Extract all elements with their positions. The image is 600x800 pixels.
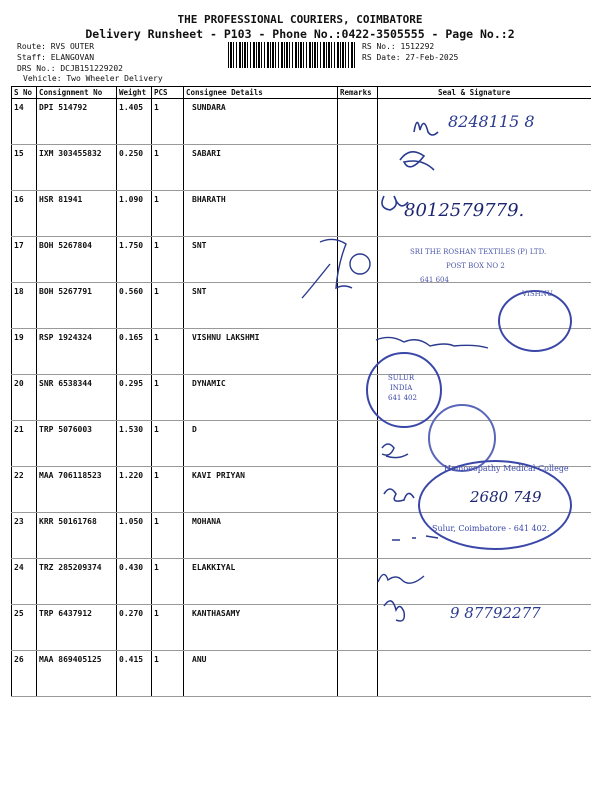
cell-consignment-no: BOH 5267791 xyxy=(37,283,117,329)
stamp-23-line1: Homoeopathy Medical College xyxy=(444,464,569,473)
cell-weight: 1.405 xyxy=(117,99,152,145)
stamp-vishnu xyxy=(498,290,572,352)
cell-consignee: SNT xyxy=(184,237,338,283)
cell-weight: 0.165 xyxy=(117,329,152,375)
cell-weight: 1.220 xyxy=(117,467,152,513)
cell-sno: 23 xyxy=(12,513,37,559)
cell-sno: 24 xyxy=(12,559,37,605)
cell-consignee: MOHANA xyxy=(184,513,338,559)
cell-weight: 1.090 xyxy=(117,191,152,237)
cell-remarks xyxy=(338,651,378,697)
cell-pcs: 1 xyxy=(152,513,184,559)
stamp-18-line2: POST BOX NO 2 xyxy=(446,262,505,270)
cell-consignment-no: HSR 81941 xyxy=(37,191,117,237)
vehicle-label: Vehicle: Two Wheeler Delivery xyxy=(23,74,163,83)
stamp-18-line3: 641 604 xyxy=(420,276,449,284)
stamp-20-line3: 641 402 xyxy=(388,394,417,402)
table-row xyxy=(12,559,591,605)
cell-sno: 15 xyxy=(12,145,37,191)
handwritten-phone-14: 8248115 8 xyxy=(448,112,535,131)
cell-consignment-no: KRR 50161768 xyxy=(37,513,117,559)
table-row xyxy=(12,237,591,283)
rs-date: RS Date: 27-Feb-2025 xyxy=(362,53,459,62)
cell-consignment-no: MAA 869405125 xyxy=(37,651,117,697)
stamp-23-line2: Sulur, Coimbatore - 641 402. xyxy=(432,524,550,533)
cell-remarks xyxy=(338,513,378,559)
cell-remarks xyxy=(338,559,378,605)
cell-consignment-no: DPI 514792 xyxy=(37,99,117,145)
cell-pcs: 1 xyxy=(152,651,184,697)
cell-consignee: KANTHASAMY xyxy=(184,605,338,651)
cell-consignment-no: IXM 303455832 xyxy=(37,145,117,191)
col-consignment: Consignment No xyxy=(37,87,117,99)
cell-consignment-no: TRZ 285209374 xyxy=(37,559,117,605)
drs-number: DRS No.: DCJB151229202 xyxy=(17,64,123,73)
table-header xyxy=(12,87,591,99)
cell-remarks xyxy=(338,145,378,191)
cell-sno: 22 xyxy=(12,467,37,513)
table-row xyxy=(12,145,591,191)
col-sno: S No xyxy=(12,87,37,99)
cell-seal-signature xyxy=(378,651,591,697)
col-pcs: PCS xyxy=(152,87,184,99)
cell-pcs: 1 xyxy=(152,559,184,605)
cell-consignment-no: RSP 1924324 xyxy=(37,329,117,375)
company-title: THE PROFESSIONAL COURIERS, COIMBATORE xyxy=(177,13,423,26)
cell-consignment-no: SNR 6538344 xyxy=(37,375,117,421)
cell-pcs: 1 xyxy=(152,467,184,513)
cell-remarks xyxy=(338,329,378,375)
cell-pcs: 1 xyxy=(152,99,184,145)
cell-consignee: DYNAMIC xyxy=(184,375,338,421)
cell-pcs: 1 xyxy=(152,283,184,329)
handwritten-phone-16: 8012579779. xyxy=(404,200,525,221)
stamp-20-line2: INDIA xyxy=(390,384,413,392)
cell-consignment-no: MAA 706118523 xyxy=(37,467,117,513)
stamp-18-line1: SRI THE ROSHAN TEXTILES (P) LTD. xyxy=(410,248,547,256)
cell-seal-signature xyxy=(378,559,591,605)
cell-seal-signature xyxy=(378,237,591,283)
staff-label: Staff: ELANGOVAN xyxy=(17,53,95,62)
cell-sno: 21 xyxy=(12,421,37,467)
cell-weight: 0.430 xyxy=(117,559,152,605)
cell-sno: 19 xyxy=(12,329,37,375)
cell-consignee: ELAKKIYAL xyxy=(184,559,338,605)
cell-sno: 18 xyxy=(12,283,37,329)
cell-remarks xyxy=(338,605,378,651)
cell-sno: 25 xyxy=(12,605,37,651)
cell-remarks xyxy=(338,283,378,329)
col-seal-signature: Seal & Signature xyxy=(378,87,591,99)
table-row xyxy=(12,375,591,421)
cell-consignment-no: TRP 6437912 xyxy=(37,605,117,651)
cell-sno: 17 xyxy=(12,237,37,283)
cell-consignee: KAVI PRIYAN xyxy=(184,467,338,513)
col-weight: Weight xyxy=(117,87,152,99)
table-row xyxy=(12,651,591,697)
cell-sno: 14 xyxy=(12,99,37,145)
handwritten-number-23: 2680 749 xyxy=(470,488,542,506)
cell-remarks xyxy=(338,99,378,145)
cell-remarks xyxy=(338,421,378,467)
stamp-20-line1: SULUR xyxy=(388,374,415,382)
cell-weight: 1.050 xyxy=(117,513,152,559)
runsheet-subtitle: Delivery Runsheet - P103 - Phone No.:0422-3505555 - Page No.:2 xyxy=(85,27,515,41)
cell-weight: 1.530 xyxy=(117,421,152,467)
cell-sno: 16 xyxy=(12,191,37,237)
cell-remarks xyxy=(338,237,378,283)
cell-pcs: 1 xyxy=(152,237,184,283)
cell-consignee: SABARI xyxy=(184,145,338,191)
cell-remarks xyxy=(338,191,378,237)
cell-consignee: VISHNU LAKSHMI xyxy=(184,329,338,375)
cell-pcs: 1 xyxy=(152,145,184,191)
barcode xyxy=(228,42,356,68)
cell-weight: 0.295 xyxy=(117,375,152,421)
cell-pcs: 1 xyxy=(152,421,184,467)
col-consignee: Consignee Details xyxy=(184,87,338,99)
col-remarks: Remarks xyxy=(338,87,378,99)
handwritten-phone-26: 9 87792277 xyxy=(450,604,541,622)
cell-sno: 26 xyxy=(12,651,37,697)
cell-weight: 1.750 xyxy=(117,237,152,283)
cell-weight: 0.415 xyxy=(117,651,152,697)
cell-seal-signature xyxy=(378,145,591,191)
cell-consignment-no: TRP 5076003 xyxy=(37,421,117,467)
cell-pcs: 1 xyxy=(152,191,184,237)
cell-consignee: SNT xyxy=(184,283,338,329)
cell-remarks xyxy=(338,467,378,513)
cell-weight: 0.250 xyxy=(117,145,152,191)
cell-consignee: D xyxy=(184,421,338,467)
cell-consignee: BHARATH xyxy=(184,191,338,237)
cell-consignment-no: BOH 5267804 xyxy=(37,237,117,283)
cell-consignee: ANU xyxy=(184,651,338,697)
cell-pcs: 1 xyxy=(152,605,184,651)
stamp-19-text: VISHNU xyxy=(522,290,553,298)
route-label: Route: RVS OUTER xyxy=(17,42,95,51)
cell-sno: 20 xyxy=(12,375,37,421)
stamp-homoeopathy-college xyxy=(418,460,572,550)
cell-pcs: 1 xyxy=(152,329,184,375)
cell-weight: 0.560 xyxy=(117,283,152,329)
cell-consignee: SUNDARA xyxy=(184,99,338,145)
cell-pcs: 1 xyxy=(152,375,184,421)
cell-weight: 0.270 xyxy=(117,605,152,651)
rs-number: RS No.: 1512292 xyxy=(362,42,435,51)
